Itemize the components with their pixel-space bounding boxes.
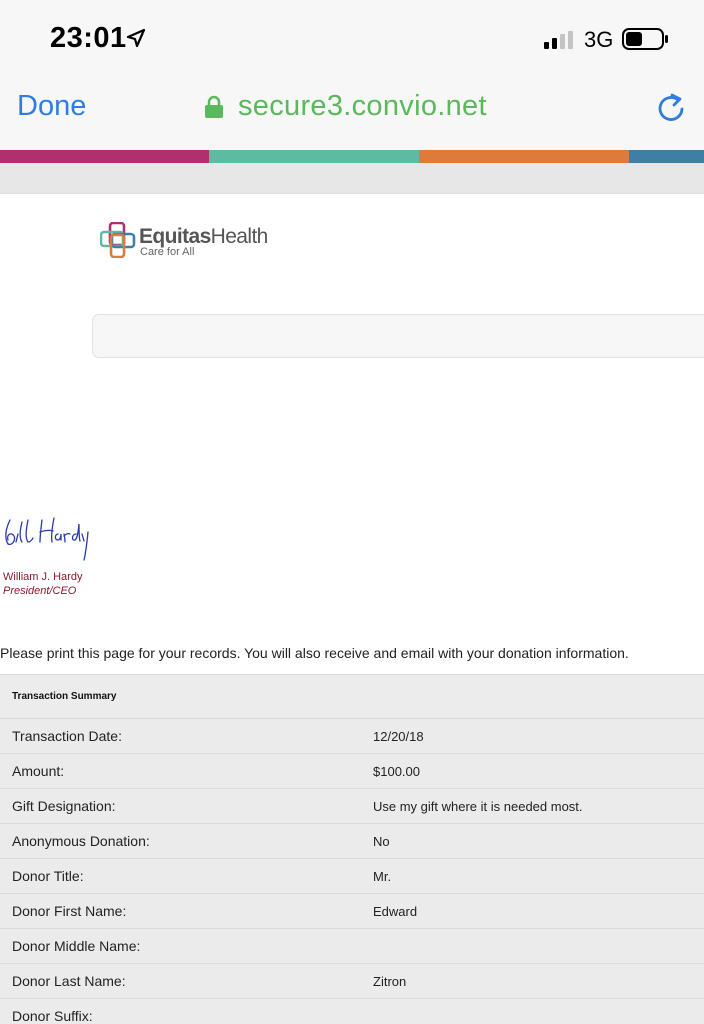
table-row <box>0 789 704 824</box>
table-row <box>0 999 704 1024</box>
table-row <box>0 754 704 789</box>
equitas-health-logo <box>100 222 280 262</box>
signer-name: William J. Hardy <box>3 571 83 583</box>
location-arrow-icon <box>126 28 146 48</box>
row-value: Zitron <box>373 974 407 989</box>
lock-icon <box>204 95 224 119</box>
browser-toolbar <box>0 78 704 150</box>
table-row <box>0 929 704 964</box>
row-label: Donor Last Name: <box>12 973 126 989</box>
reload-icon[interactable] <box>654 92 688 126</box>
row-label: Transaction Date: <box>12 728 122 744</box>
row-label: Amount: <box>12 763 65 779</box>
signal-icon <box>544 31 576 49</box>
signer-title: President/CEO <box>3 585 77 597</box>
table-row <box>0 964 704 999</box>
header-band <box>0 163 704 193</box>
row-label: Gift Designation: <box>12 798 116 814</box>
logo-tagline: Care for All <box>140 246 195 258</box>
row-value: Edward <box>373 904 418 919</box>
page-content <box>0 193 704 1024</box>
url-address[interactable]: secure3.convio.net <box>238 90 487 122</box>
row-value: Use my gift where it is needed most. <box>373 799 583 814</box>
row-value: 12/20/18 <box>373 729 424 744</box>
table-row <box>0 859 704 894</box>
row-label: Donor Suffix: <box>12 1008 93 1024</box>
row-label: Donor Title: <box>12 868 84 884</box>
strip-segment <box>419 150 629 163</box>
message-box <box>92 314 704 358</box>
row-label: Donor Middle Name: <box>12 938 141 954</box>
done-button[interactable]: Done <box>17 90 87 122</box>
status-time: 23:01 <box>50 22 127 54</box>
table-row <box>0 824 704 859</box>
row-value: No <box>373 834 390 849</box>
strip-segment <box>629 150 704 163</box>
cross-logo-icon <box>100 222 136 258</box>
battery-icon <box>622 28 670 50</box>
strip-segment <box>209 150 419 163</box>
print-note: Please print this page for your records. You will also receive and email with your donation information. <box>0 645 629 661</box>
network-type: 3G <box>584 27 614 52</box>
table-row <box>0 719 704 754</box>
row-label: Anonymous Donation: <box>12 833 150 849</box>
status-bar <box>0 0 704 78</box>
brand-color-strip <box>0 150 704 163</box>
table-row <box>0 894 704 929</box>
logo-wordmark: EquitasHealth <box>139 225 268 248</box>
table-header: Transaction Summary <box>0 675 704 719</box>
row-value: Mr. <box>373 869 392 884</box>
row-value: $100.00 <box>373 764 420 779</box>
signature-image <box>2 514 94 566</box>
transaction-summary-table <box>0 674 704 1024</box>
strip-segment <box>0 150 209 163</box>
row-label: Donor First Name: <box>12 903 127 919</box>
